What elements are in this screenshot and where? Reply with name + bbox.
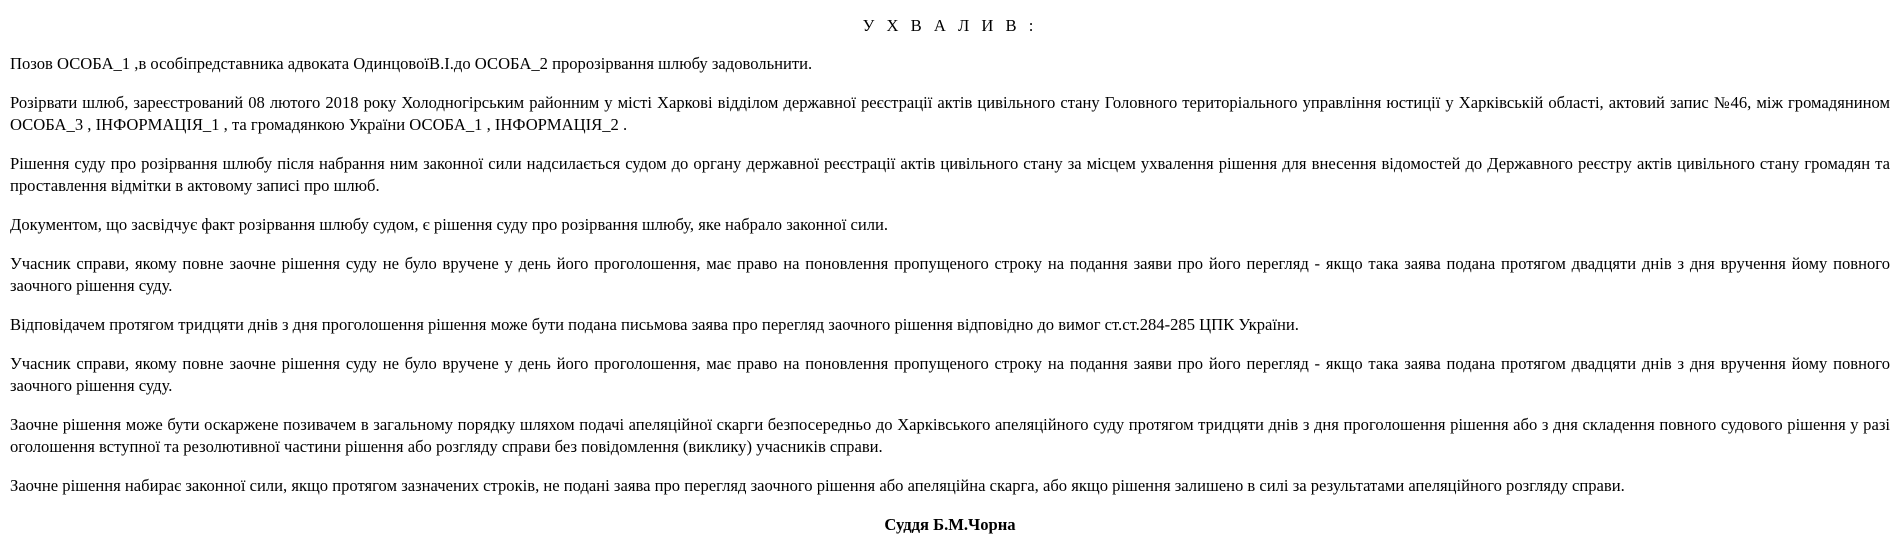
paragraph-renewal-right-2: Учасник справи, якому повне заочне рішення суду не було вручене у день його проголошення, має право на поновлення пропущеного строку на подання заяви про його перегляд - якщо така заява подана протягом двадцяти днів з дня вручення йому повного заочного рішення суду.: [10, 354, 1890, 395]
paragraph-renewal-right-1: Учасник справи, якому повне заочне рішення суду не було вручене у день його проголошення, має право на поновлення пропущеного строку на подання заяви про його перегляд - якщо така заява подана протягом двадцяти днів з дня вручення йому повного заочного рішення суду.: [10, 254, 1890, 295]
paragraph-registry-notice: Рішення суду про розірвання шлюбу після набрання ним законної сили надсилається судом до органу державної реєстрації актів цивільного стану за місцем ухвалення рішення для внесення відомостей до Державного реєстру актів цивільного стану громадян та проставлення відмітки в актовому записі про шлюб.: [10, 154, 1890, 195]
decision-heading: У Х В А Л И В :: [862, 16, 1038, 35]
paragraph-appeal: Заочне рішення може бути оскаржене позивачем в загальному порядку шляхом подачі апеляційної скарги безпосередньо до Харківського апеляційного суду протягом тридцяти днів з дня проголошення рішення або з дня складення повного судового рішення у разі оголошення вступної та резолютивної частини рішення або розгляду справи без повідомлення (виклику) учасників справи.: [10, 415, 1890, 456]
paragraph-legal-force: Заочне рішення набирає законної сили, якщо протягом зазначених строків, не подані заява про перегляд заочного рішення або апеляційна скарга, або якщо рішення залишено в силі за результатами апеляційного розгляду справи.: [10, 476, 1625, 495]
paragraph-claim-granted: Позов ОСОБА_1 ,в особіпредставника адвоката ОдинцовоїВ.І.до ОСОБА_2 пророзірвання шлюбу задовольнити.: [10, 54, 813, 73]
paragraph-proof-document: Документом, що засвідчує факт розірвання шлюбу судом, є рішення суду про розірвання шлюбу, яке набрало законної сили.: [10, 215, 889, 234]
paragraph-dissolve-marriage: Розірвати шлюб, зареєстрований 08 лютого 2018 року Холодногірським районним у місті Харкові відділом державної реєстрації актів цивільного стану Головного територіального управління юстиції у Харківській області, актовий запис №46, між громадянином ОСОБА_3 , ІНФОРМАЦІЯ_1 , та громадянкою України ОСОБА_1 , ІНФОРМАЦІЯ_2 .: [10, 93, 1890, 134]
judge-signature: Суддя Б.М.Чорна: [884, 515, 1016, 534]
paragraph-review-request: Відповідачем протягом тридцяти днів з дня проголошення рішення може бути подана письмова заява про перегляд заочного рішення відповідно до вимог ст.ст.284-285 ЦПК України.: [10, 315, 1299, 334]
